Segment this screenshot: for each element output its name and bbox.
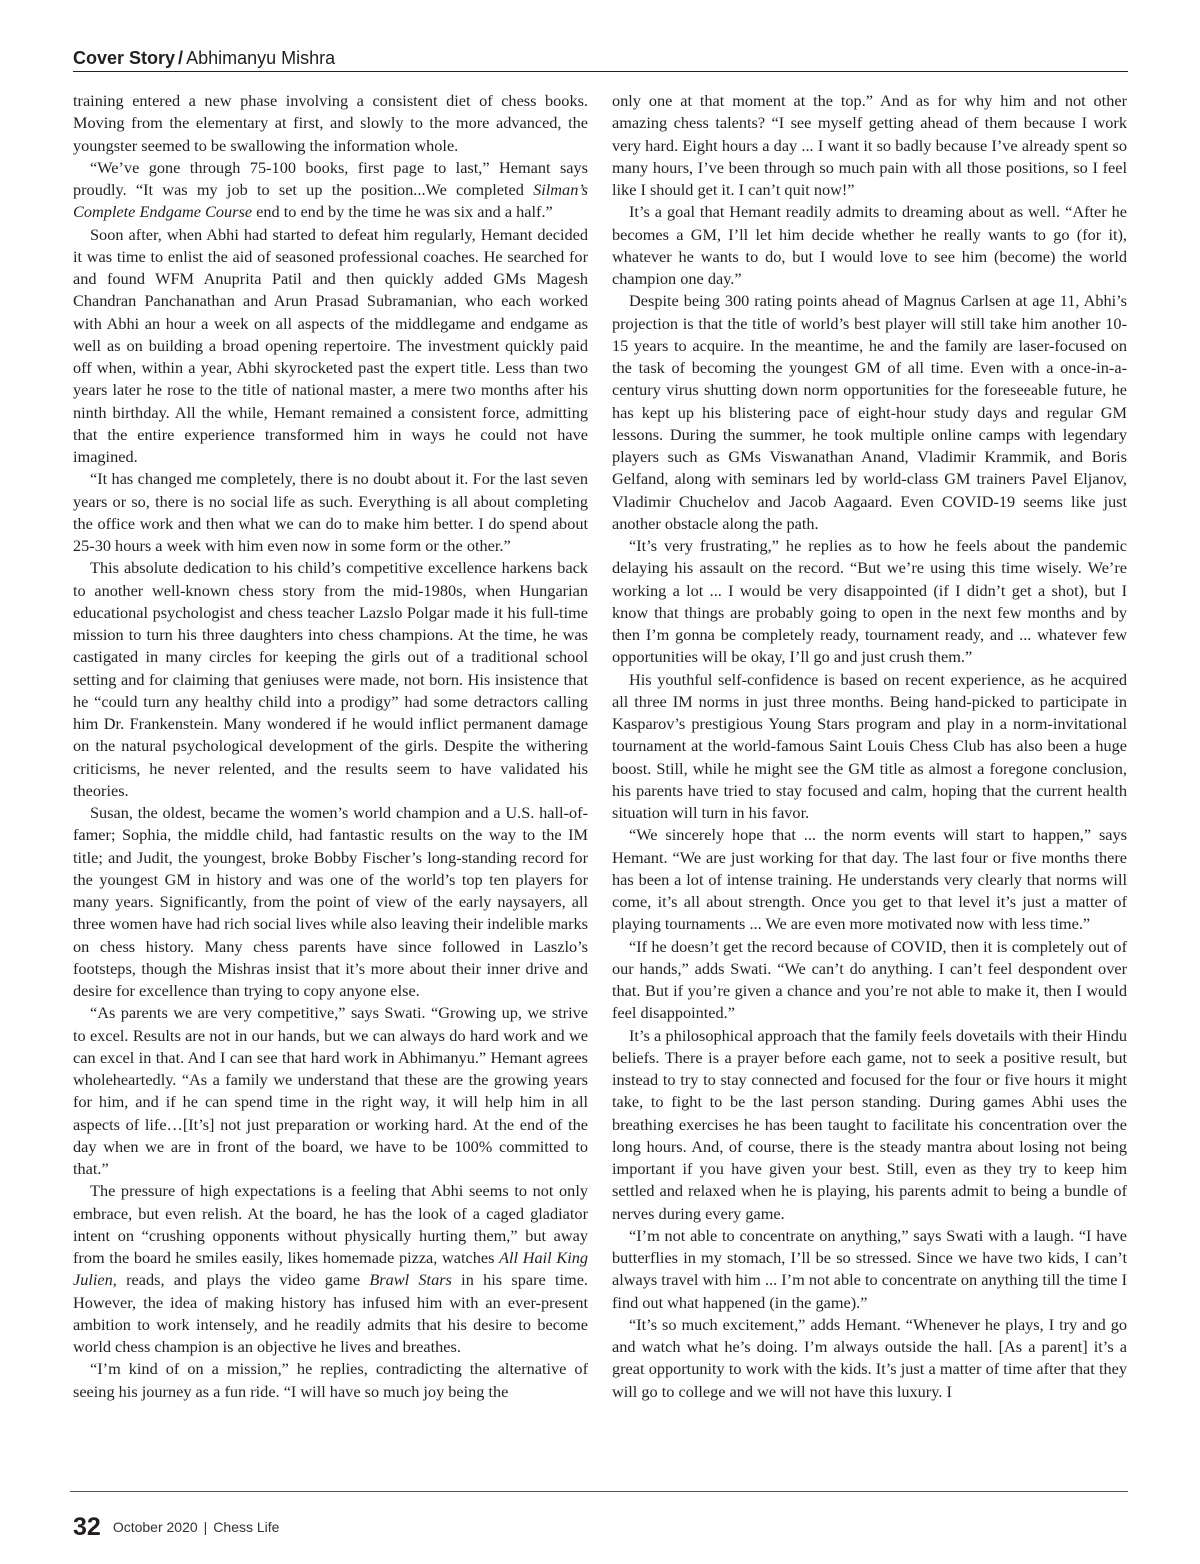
paragraph: “It’s very frustrating,” he replies as to how he feels about the pandemic delaying his assault on the record. “But we’re using this time wisely. We’re working a lot ... I would be very disappointed (if I didn’t get a shot), but I know that things are probably going to open in the next few months and by then I’m gonna be completely ready, tournament ready, and ... whatever few opportunities will be okay, I’ll go and just crush them.”: [612, 536, 1127, 667]
left-column: [73, 90, 588, 1403]
header-separator: /: [178, 48, 184, 68]
paragraph: training entered a new phase involving a consistent diet of chess books. Moving from the elementary at first, and slowly to the more advanced, the youngster seemed to be swallowing the information whole.: [73, 91, 588, 155]
text-run: end to end by the time he was six and a half.”: [252, 202, 553, 222]
footer-separator: |: [203, 1519, 208, 1535]
issue-date: October 2020: [112, 1519, 198, 1535]
paragraph: “We sincerely hope that ... the norm events will start to happen,” says Hemant. “We are just working for that day. The last four or five months there has been a lot of intense training. He understands very clearly that norms will come, it’s all about strength. Once you get to that level it’s just a matter of playing tournaments ... We are even more motivated now with less time.”: [612, 825, 1127, 934]
paragraph: His youthful self-confidence is based on recent experience, as he acquired all three IM norms in just three months. Being hand-picked to participate in Kasparov’s prestigious Young Stars program and play in a norm-invitational tournament at the world-famous Saint Louis Chess Club has also been a huge boost. Still, while he might see the GM title as almost a foregone conclusion, his parents have tried to stay focused and calm, hoping that the current health situation will turn in his favor.: [612, 669, 1127, 822]
paragraph: This absolute dedication to his child’s competitive excellence harkens back to another well-known chess story from the mid-1980s, when Hungarian educational psychologist and chess teacher Lazslo Polgar made it his full-time mission to turn his three daughters into chess champions. At the time, he was castigated in many circles for keeping the girls out of a traditional school setting and for claiming that geniuses were made, not born. His insistence that he “could turn any healthy child into a prodigy” had some detractors calling him Dr. Frankenstein. Many wondered if he would inflict permanent damage on the natural psychological development of the girls. Despite the withering criticisms, he never relented, and the results seem to have validated his theories.: [73, 558, 588, 800]
section-label: Cover Story: [73, 48, 176, 68]
paragraph: only one at that moment at the top.” And as for why him and not other amazing chess talents? “I see myself getting ahead of them because I work very hard. Eight hours a day ... I want it so badly because I’ve already spent so many hours, I’ve been through so much pain with all those positions, so I feel like I should get it. I can’t quit now!”: [612, 91, 1127, 199]
right-column: [612, 90, 1127, 1403]
paragraph: “I’m kind of on a mission,” he replies, contradicting the alternative of seeing his journey as a fun ride. “I will have so much joy being the: [73, 1359, 588, 1401]
paragraph: It’s a philosophical approach that the family feels dovetails with their Hindu beliefs. There is a prayer before each game, not to seek a positive result, but instead to try to stay connected and focused for the four or five hours it might take, to fight to be the last person standing. During games Abhi uses the breathing exercises he has been taught to facilitate his concentration over the long hours. And, of course, there is the steady mantra about losing not being important if you have given your best. Still, even as they try to keep him settled and relaxed when he is playing, his parents admit to being a bundle of nerves during every game.: [612, 1025, 1127, 1223]
article-subject: Abhimanyu Mishra: [186, 48, 336, 68]
magazine-name: Chess Life: [213, 1519, 280, 1535]
text-run: The pressure of high expectations is a feeling that Abhi seems to not only embrace, but even relish. At the board, he has the look of a caged gladiator intent on “crushing opponents without physically hurting them,” but away from the board he smiles easily, likes homemade pizza, watches: [73, 1181, 588, 1267]
paragraph: “If he doesn’t get the record because of COVID, then it is completely out of our hands,” adds Swati. “We can’t do anything. I can’t feel despondent over that. But if you’re given a chance and you’re not able to make it, then I would feel disappointed.”: [612, 936, 1127, 1023]
paragraph: It’s a goal that Hemant readily admits to dreaming about as well. “After he becomes a GM, I’ll let him decide whether he really wants to go (for it), whatever he wants to do, but I would love to see him (become) the world champion one day.”: [612, 202, 1127, 288]
paragraph: “As parents we are very competitive,” says Swati. “Growing up, we strive to excel. Results are not in our hands, but we can always do hard work and we can excel in that. And I can see that hard work in Abhimanyu.” Hemant agrees wholeheartedly. “As a family we understand that these are the growing years for him, and if he can spend time in the right way, it will help him in all aspects of life…[It’s] not just preparation or working hard. At the end of the day when we are in front of the board, we have to be 100% committed to that.”: [73, 1003, 588, 1178]
running-header: [73, 46, 1128, 70]
text-run: , reads, and plays the video game: [112, 1270, 370, 1290]
show-title: All Hail King Julien: [73, 1248, 588, 1290]
paragraph: Soon after, when Abhi had started to defeat him regularly, Hemant decided it was time to enlist the aid of seasoned professional coaches. He searched for and found WFM Anuprita Patil and then quickly added GMs Magesh Chandran Panchanathan and Arun Prasad Subramanian, who each worked with Abhi an hour a week on all aspects of the middlegame and endgame as well as on building a broad opening repertoire. The investment quickly paid off when, within a year, Abhi skyrocketed past the expert title. Less than two years later he rose to the title of national master, a mere two months after his ninth birthday. All the while, Hemant remained a consistent force, admitting that the entire experience transformed him in ways he could not have imagined.: [73, 224, 588, 466]
paragraph: “I’m not able to concentrate on anything,” says Swati with a laugh. “I have butterflies in my stomach, I’ll be so stressed. Since we have two kids, I can’t always travel with him ... I’m not able to concentrate on anything till the time I find out what happened (in the game).”: [612, 1225, 1127, 1312]
game-title: Brawl Stars: [369, 1270, 452, 1290]
paragraph: “It has changed me completely, there is no doubt about it. For the last seven years or so, there is no social life as such. Everything is all about completing the office work and then what we can do to make him better. I do spend about 25-30 hours a week with him even now in some form or the other.”: [73, 469, 588, 555]
paragraph: Susan, the oldest, became the women’s world champion and a U.S. hall-of-famer; Sophia, the middle child, had fantastic results on the way to the IM title; and Judit, the youngest, broke Bobby Fischer’s long-standing record for the youngest GM in history and was one of the world’s top ten players for many years. Significantly, from the point of view of the early naysayers, all three women have had rich social lives while also leaving their indelible marks on chess history. Many chess parents have since followed in Laszlo’s footsteps, though the Mishras insist that it’s more about their inner drive and desire for excellence than trying to copy anyone else.: [73, 803, 588, 1000]
header-rule: [73, 71, 1128, 72]
book-title: Silman’s Complete Endgame Course: [73, 180, 588, 222]
paragraph: [73, 157, 588, 224]
paragraph: [73, 1180, 588, 1358]
paragraph: Despite being 300 rating points ahead of Magnus Carlsen at age 11, Abhi’s projection is that the title of world’s best player will still take him another 10-15 years to acquire. In the meantime, he and the family are laser-focused on the task of becoming the youngest GM of all time. Even with a once-in-a-century virus shutting down norm opportunities for the foreseeable future, he has kept up his blistering pace of eight-hour study days and regular GM lessons. During the summer, he took multiple online camps with legendary players such as GMs Viswanathan Anand, Vladimir Krammik, and Boris Gelfand, along with seminars led by world-class GM trainers Pavel Eljanov, Vladimir Chuchelov and Jacob Aagaard. Even COVID-19 seems like just another obstacle along the path.: [612, 291, 1127, 533]
paragraph: “It’s so much excitement,” adds Hemant. “Whenever he plays, I try and go and watch what he’s doing. I’m always outside the hall. [As a parent] it’s a great opportunity to work with the kids. It’s just a matter of time after that they will go to college and we will not have this luxury. I: [612, 1314, 1127, 1401]
text-run: “We’ve gone through 75-100 books, first page to last,” Hemant says proudly. “It was my job to set up the position...We completed: [73, 157, 588, 199]
footer-rule: [70, 1491, 1128, 1492]
page-footer: [73, 1512, 279, 1542]
page-number: 32: [73, 1513, 101, 1541]
text-run: in his spare time. However, the idea of making history has infused him with an ever-present ambition to work intensely, and he readily admits that his desire to become world chess champion is an objective he lives and breathes.: [73, 1270, 588, 1356]
